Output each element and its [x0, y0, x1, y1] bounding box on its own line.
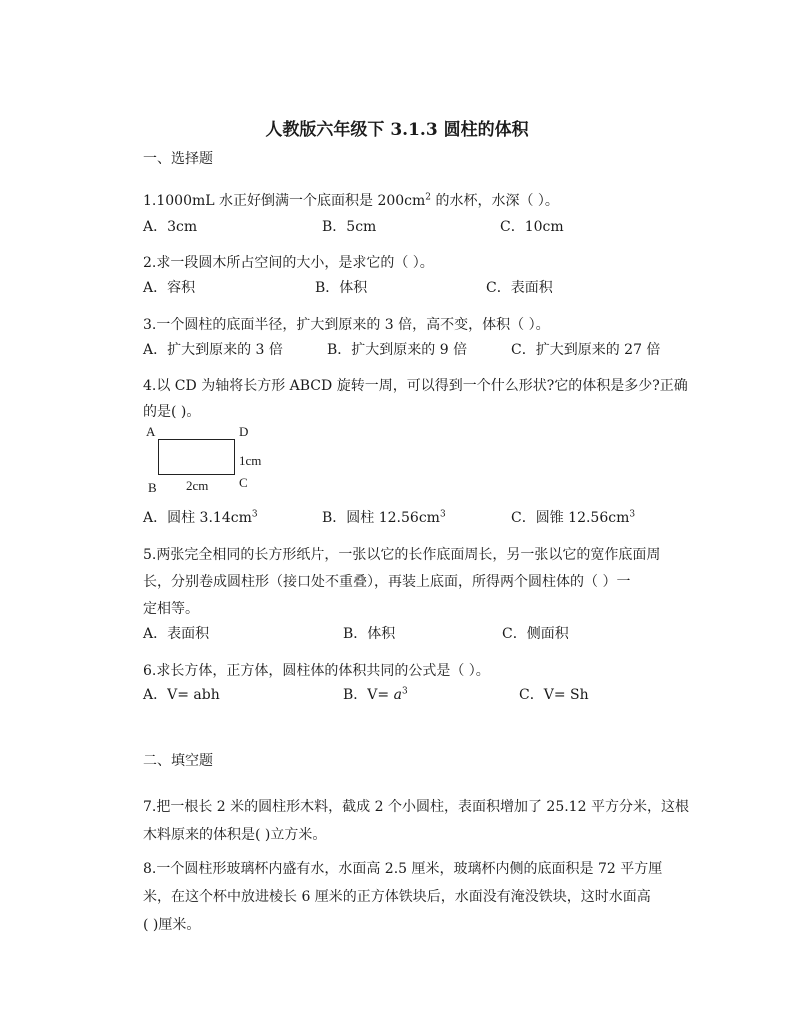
question-7-line-2: 木料原来的体积是( )立方米。 [143, 827, 327, 843]
q2-option-c: C．表面积 [486, 280, 553, 296]
question-4-line-1: 4.以 CD 为轴将长方形 ABCD 旋转一周，可以得到一个什么形状?它的体积是多少?正确 [143, 378, 688, 394]
q6-option-b [343, 684, 408, 704]
q6-option-b-sup: 3 [401, 686, 408, 697]
q3-option-c: C．扩大到原来的 27 倍 [511, 342, 661, 358]
q6-option-b-variable: a [393, 687, 402, 703]
q4-option-c [511, 507, 635, 527]
q4-option-b-text: B．圆柱 12.56cm [322, 510, 440, 526]
figure-label-b: B [148, 480, 157, 495]
q6-option-b-text: B．V= [343, 687, 394, 703]
q6-option-a: A．V= abh [143, 687, 220, 703]
question-8-line-2: 米，在这个杯中放进棱长 6 厘米的正方体铁块后，水面没有淹没铁块，这时水面高 [143, 889, 651, 905]
q4-option-c-sup: 3 [629, 509, 636, 520]
q4-option-c-text: C．圆锥 12.56cm [511, 510, 630, 526]
figure-bottom-label: 2cm [186, 478, 209, 493]
q6-option-c: C．V= Sh [519, 687, 589, 703]
question-3: 3.一个圆柱的底面半径，扩大到原来的 3 倍，高不变，体积（ ）。 [143, 317, 550, 333]
q4-option-b [322, 507, 446, 527]
question-5-line-3: 定相等。 [143, 601, 199, 617]
figure-label-d: D [239, 424, 249, 439]
q5-option-b: B．体积 [343, 626, 396, 642]
question-7-line-1: 7.把一根长 2 米的圆柱形木料，截成 2 个小圆柱，表面积增加了 25.12 平方分米，这根 [143, 799, 689, 815]
figure-label-c: C [239, 475, 248, 490]
section-heading-choice: 一、选择题 [143, 151, 213, 167]
question-8-line-3: ( )厘米。 [143, 917, 201, 933]
question-5-line-2: 长，分别卷成圆柱形（接口处不重叠），再装上底面，所得两个圆柱体的（ ）一 [143, 574, 631, 590]
question-1 [143, 190, 559, 210]
q1-option-a: A．3cm [143, 219, 198, 235]
q3-option-b: B．扩大到原来的 9 倍 [327, 342, 468, 358]
question-1-superscript: 2 [425, 192, 432, 203]
rectangle-abcd [158, 439, 235, 475]
q5-option-a: A．表面积 [143, 626, 210, 642]
question-6: 6.求长方体，正方体，圆柱体的体积共同的公式是（ ）。 [143, 663, 490, 679]
question-1-text-a: 1.1000mL 水正好倒满一个底面积是 200cm [143, 193, 426, 209]
q4-option-a-sup: 3 [251, 509, 258, 520]
q4-option-b-sup: 3 [439, 509, 446, 520]
q2-option-a: A．容积 [143, 280, 196, 296]
figure-side-label: 1cm [239, 453, 262, 468]
q2-option-b: B．体积 [315, 280, 368, 296]
q4-option-a [143, 507, 258, 527]
q4-option-a-text: A．圆柱 3.14cm [143, 510, 252, 526]
question-5-line-1: 5.两张完全相同的长方形纸片，一张以它的长作底面周长，另一张以它的宽作底面周 [143, 547, 661, 563]
question-2: 2.求一段圆木所占空间的大小，是求它的（ ）。 [143, 255, 434, 271]
section-heading-fill: 二、填空题 [143, 753, 213, 769]
question-4-line-2: 的是( )。 [143, 404, 201, 420]
q1-option-b: B．5cm [322, 219, 377, 235]
figure-label-a: A [146, 424, 156, 439]
q5-option-c: C．侧面积 [502, 626, 569, 642]
q3-option-a: A．扩大到原来的 3 倍 [143, 342, 283, 358]
question-1-text-b: 的水杯，水深（ ）。 [431, 193, 559, 209]
page-title: 人教版六年级下 3.1.3 圆柱的体积 [265, 120, 529, 140]
question-8-line-1: 8.一个圆柱形玻璃杯内盛有水，水面高 2.5 厘米，玻璃杯内侧的底面积是 72 平方厘 [143, 861, 663, 877]
q1-option-c: C．10cm [500, 219, 564, 235]
